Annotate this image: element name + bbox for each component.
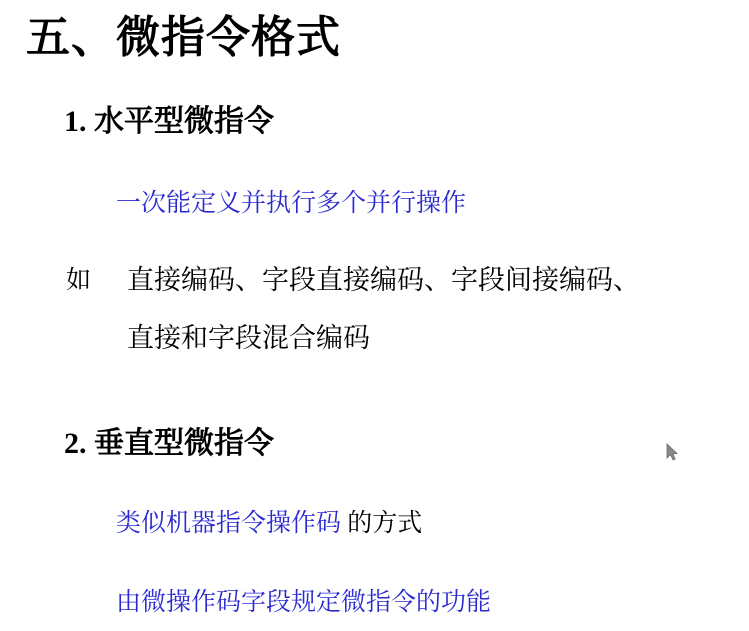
section-1-example-line-1: 直接编码、字段直接编码、字段间接编码、 [127,265,640,295]
mouse-pointer-icon [666,443,678,461]
section-2-highlight-1-tail: 的方式 [341,510,423,537]
page-title: 五、微指令格式 [26,13,341,62]
section-1-example-label: 如 [66,267,92,294]
section-1-highlight: 一次能定义并执行多个并行操作 [116,190,467,217]
section-1-example-line-2: 直接和字段混合编码 [127,323,370,353]
section-2-highlight-1 [116,503,422,539]
section-2-highlight-1-blue: 类似机器指令操作码 [116,510,342,537]
section-2-heading: 2. 垂直型微指令 [64,427,274,460]
section-2-highlight-2: 由微操作码字段规定微指令的功能 [116,589,492,616]
section-1-heading: 1. 水平型微指令 [64,105,274,138]
